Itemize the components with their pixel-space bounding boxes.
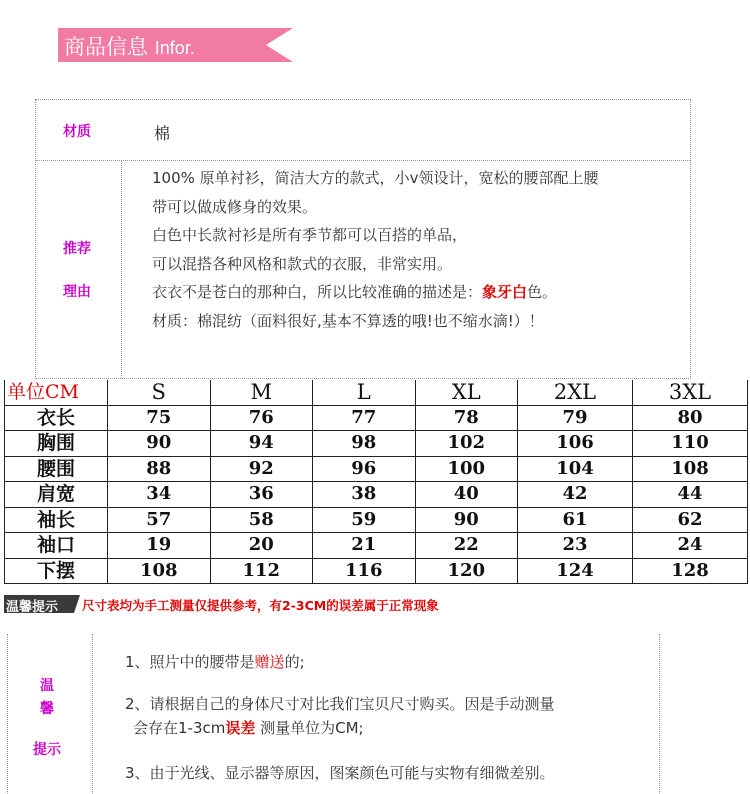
tip-highlight: 误差 [225,719,256,737]
recommend-reason [152,164,688,335]
table-cell: 80 [632,405,747,431]
table-cell: 124 [518,558,633,584]
table-cell: 77 [313,405,416,431]
tip-item-3: 3、由于光线、显示器等原因，图案颜色可能与实物有细微差别。 [125,764,555,782]
material-label: 材质 [63,124,91,140]
table-cell: 22 [415,533,518,559]
size-table [4,380,748,584]
table-row [5,533,748,559]
row-header: 胸围 [5,431,108,457]
warm-tip-bar-tail [74,595,80,613]
tips-label-3: 提示 [33,742,61,758]
material-value: 棉 [154,124,171,143]
section-title-cn: 商品信息 [64,35,148,59]
reason-label-2: 理由 [63,284,91,300]
table-cell: 76 [210,405,313,431]
table-cell: 90 [415,507,518,533]
divider [7,634,8,794]
table-cell: 42 [518,482,633,508]
table-cell: 110 [632,431,747,457]
table-cell: 58 [210,507,313,533]
size-header: 2XL [518,380,633,405]
reason-text: 色。 [527,283,558,301]
table-cell: 120 [415,558,518,584]
table-row [5,507,748,533]
table-cell: 24 [632,533,747,559]
reason-line: 带可以做成修身的效果。 [152,197,318,216]
table-cell: 88 [108,456,211,482]
divider [121,161,122,378]
table-cell: 104 [518,456,633,482]
tip-text: 1、照片中的腰带是 [125,653,255,671]
divider [36,160,690,161]
header-ribbon [58,28,293,62]
table-row [5,456,748,482]
table-cell: 128 [632,558,747,584]
table-cell: 61 [518,507,633,533]
table-cell: 19 [108,533,211,559]
section-title [64,31,195,61]
row-header: 袖长 [5,507,108,533]
table-cell: 96 [313,456,416,482]
tip-text: 的; [284,653,305,671]
section-title-en: Infor. [154,38,195,58]
table-cell: 57 [108,507,211,533]
table-row [5,482,748,508]
color-highlight: 象牙白 [482,283,528,301]
tip-item-2: 2、请根据自己的身体尺寸对比我们宝贝尺寸购买。因是手动测量 [125,695,555,713]
table-cell: 98 [313,431,416,457]
table-cell: 92 [210,456,313,482]
divider [659,634,660,794]
tip-highlight: 赠送 [254,653,285,671]
table-cell: 79 [518,405,633,431]
reason-line: 100% 原单衬衫，简洁大方的款式，小v领设计，宽松的腰部配上腰 [152,169,599,187]
divider [92,634,93,794]
table-cell: 78 [415,405,518,431]
table-cell: 23 [518,533,633,559]
product-info-box [35,99,691,379]
row-header: 袖口 [5,533,108,559]
table-cell: 75 [108,405,211,431]
reason-line: 白色中长款衬衫是所有季节都可以百搭的单品， [152,226,468,244]
table-cell: 20 [210,533,313,559]
reason-line: 材质：棉混纺（面料很好,基本不算透的哦!也不缩水滴!）！ [152,311,544,330]
warm-tip-bar [4,595,74,613]
size-header: 3XL [632,380,747,405]
table-cell: 108 [108,558,211,584]
tips-box [7,634,659,794]
measurement-note: 尺寸表均为手工测量仅提供参考，有2-3CM的误差属于正常现象 [82,598,439,613]
table-cell: 44 [632,482,747,508]
row-header: 下摆 [5,558,108,584]
table-cell: 62 [632,507,747,533]
size-header: XL [415,380,518,405]
unit-label: 单位CM [5,380,108,405]
table-cell: 38 [313,482,416,508]
tip-text: 测量单位为CM; [255,719,364,737]
table-cell: 90 [108,431,211,457]
tip-item-1 [125,651,305,672]
table-cell: 59 [313,507,416,533]
warm-tip-label: 温馨提示 [6,600,59,615]
table-cell: 112 [210,558,313,584]
size-header: M [210,380,313,405]
tips-label-1: 温 [40,678,54,694]
tip-text: 会存在1-3cm [133,719,226,737]
reason-line [152,278,688,307]
row-header: 腰围 [5,456,108,482]
reason-label-1: 推荐 [63,241,91,257]
table-cell: 94 [210,431,313,457]
table-cell: 36 [210,482,313,508]
tips-label-2: 馨 [40,701,54,717]
size-header: L [313,380,416,405]
row-header: 衣长 [5,405,108,431]
table-cell: 21 [313,533,416,559]
table-cell: 40 [415,482,518,508]
tip-item-2-cont [133,717,364,738]
table-cell: 108 [632,456,747,482]
size-header-row [5,380,748,405]
table-cell: 34 [108,482,211,508]
reason-line: 可以混搭各种风格和款式的衣服，非常实用。 [152,254,453,273]
row-header: 肩宽 [5,482,108,508]
table-row [5,431,748,457]
table-row [5,405,748,431]
table-cell: 106 [518,431,633,457]
table-row [5,558,748,584]
table-cell: 116 [313,558,416,584]
reason-text: 衣衣不是苍白的那种白，所以比较准确的描述是： [152,283,483,301]
size-header: S [108,380,211,405]
table-cell: 102 [415,431,518,457]
table-cell: 100 [415,456,518,482]
